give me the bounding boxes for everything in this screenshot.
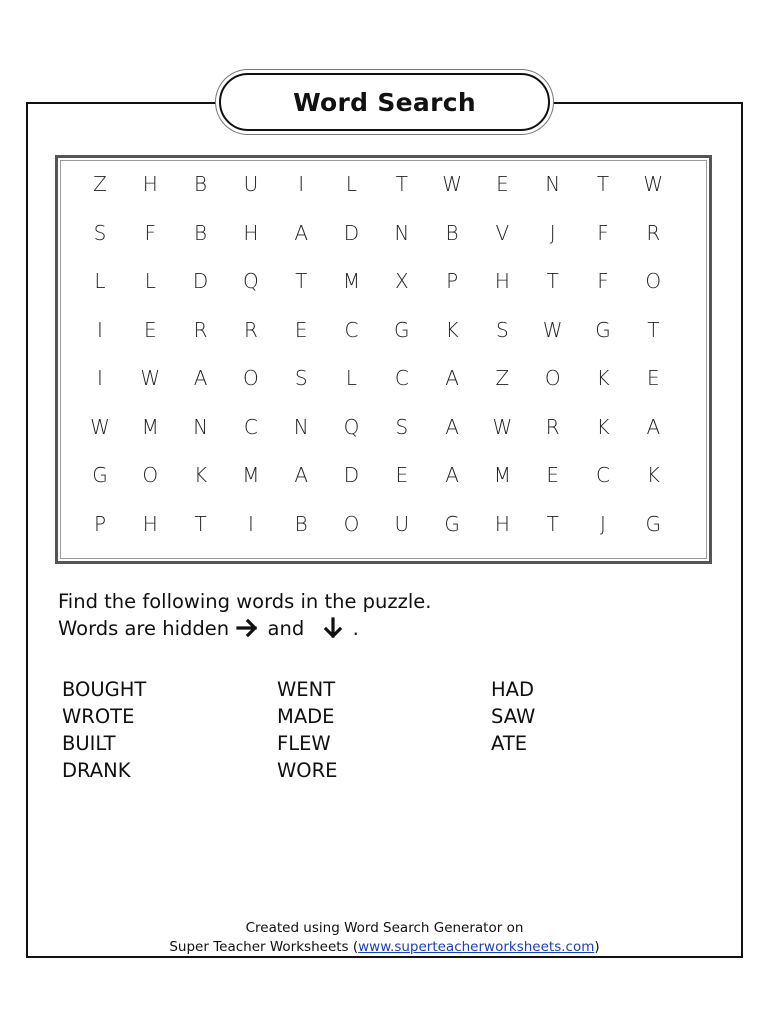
grid-cell: E: [294, 317, 308, 342]
grid-cell: M: [141, 414, 159, 439]
word-item: BOUGHT: [62, 678, 147, 701]
footer-line-2: [26, 938, 743, 957]
grid-cell: C: [243, 414, 258, 439]
grid-cell: X: [394, 269, 409, 293]
grid-row: [85, 451, 690, 499]
word-item: BUILT: [62, 732, 116, 755]
grid-cell: T: [546, 269, 559, 293]
grid-cell: K: [194, 463, 208, 487]
grid-cell: E: [395, 463, 409, 487]
puzzle-grid: [85, 160, 690, 550]
grid-cell: W: [492, 414, 513, 439]
word-column-2: [277, 676, 477, 784]
grid-cell: A: [445, 366, 459, 390]
grid-row: [85, 403, 690, 451]
grid-cell: D: [343, 220, 360, 245]
grid-cell: G: [595, 317, 611, 342]
grid-cell: G: [394, 317, 410, 342]
grid-cell: W: [90, 414, 110, 439]
grid-cell: W: [442, 172, 462, 196]
page-title: Word Search: [293, 87, 476, 117]
grid-cell: P: [93, 511, 107, 536]
grid-cell: R: [646, 220, 661, 245]
grid-cell: T: [596, 172, 610, 196]
footer-suffix: ): [594, 939, 600, 955]
instructions-period: .: [352, 617, 359, 640]
word-item: WENT: [277, 678, 336, 701]
grid-cell: A: [646, 414, 661, 439]
grid-cell: U: [243, 172, 259, 196]
word-item: SAW: [491, 705, 536, 728]
instructions: [58, 588, 698, 642]
grid-row: [85, 160, 690, 208]
grid-cell: N: [293, 414, 309, 439]
grid-cell: T: [546, 511, 559, 536]
grid-row: [85, 500, 690, 548]
instructions-line-2: [58, 615, 698, 642]
grid-cell: O: [142, 463, 159, 487]
grid-cell: L: [345, 366, 358, 390]
grid-cell: A: [445, 463, 459, 487]
grid-cell: B: [445, 220, 459, 245]
grid-cell: W: [542, 317, 563, 342]
word-item: MADE: [277, 705, 335, 728]
footer-prefix: Super Teacher Worksheets (: [169, 939, 359, 955]
grid-cell: O: [645, 269, 662, 293]
grid-cell: K: [646, 463, 660, 487]
grid-row: [85, 209, 690, 257]
grid-cell: O: [343, 511, 360, 536]
footer-line-1: Created using Word Search Generator on: [245, 920, 524, 936]
grid-cell: F: [597, 269, 609, 293]
grid-cell: B: [294, 511, 308, 536]
grid-cell: R: [545, 414, 560, 439]
word-column-1: [62, 676, 262, 784]
grid-cell: K: [445, 317, 459, 342]
grid-cell: K: [596, 414, 610, 439]
footer-link[interactable]: www.superteacherworksheets.com: [358, 939, 595, 955]
grid-row: [85, 354, 690, 402]
grid-cell: T: [295, 269, 308, 293]
grid-row: [85, 306, 690, 354]
grid-cell: T: [194, 511, 207, 536]
grid-cell: T: [395, 172, 408, 196]
instructions-line-1: Find the following words in the puzzle.: [58, 590, 432, 613]
grid-cell: C: [394, 366, 409, 390]
grid-cell: D: [343, 463, 360, 487]
word-column-3: [491, 676, 691, 757]
grid-cell: T: [647, 317, 660, 342]
word-item: HAD: [491, 678, 535, 701]
grid-cell: S: [496, 317, 509, 342]
grid-row: [85, 257, 690, 305]
grid-cell: F: [597, 220, 609, 245]
grid-cell: M: [342, 269, 361, 293]
grid-cell: K: [596, 366, 610, 390]
word-item: FLEW: [277, 732, 331, 755]
grid-cell: E: [646, 366, 660, 390]
grid-cell: Z: [495, 366, 510, 390]
grid-cell: N: [394, 220, 410, 245]
grid-cell: N: [545, 172, 561, 196]
grid-cell: C: [344, 317, 359, 342]
instructions-and-text: and: [267, 617, 305, 640]
grid-cell: H: [142, 511, 158, 536]
grid-cell: D: [192, 269, 209, 293]
arrow-down-icon: [320, 617, 346, 639]
grid-cell: O: [243, 366, 259, 390]
grid-cell: R: [243, 317, 258, 342]
grid-cell: N: [193, 414, 209, 439]
grid-cell: Z: [93, 172, 107, 196]
grid-cell: I: [97, 317, 103, 342]
grid-cell: V: [495, 220, 510, 245]
grid-cell: B: [194, 172, 208, 196]
grid-cell: F: [144, 220, 157, 245]
grid-cell: I: [247, 511, 254, 536]
grid-cell: E: [143, 317, 157, 342]
grid-cell: L: [94, 269, 106, 293]
arrow-right-icon: [235, 617, 261, 639]
title-banner: [219, 73, 550, 131]
grid-cell: H: [243, 220, 259, 245]
grid-cell: H: [142, 172, 158, 196]
grid-cell: O: [544, 366, 561, 390]
grid-cell: B: [194, 220, 208, 245]
word-list: [62, 676, 662, 796]
grid-cell: P: [446, 269, 459, 293]
grid-cell: A: [445, 414, 459, 439]
grid-cell: E: [496, 172, 509, 196]
grid-cell: R: [193, 317, 208, 342]
footer-credit: [26, 919, 743, 957]
grid-cell: H: [494, 511, 510, 536]
grid-cell: E: [546, 463, 559, 487]
grid-cell: M: [493, 463, 512, 487]
grid-cell: J: [549, 220, 556, 245]
word-item: WROTE: [62, 705, 135, 728]
grid-cell: S: [93, 220, 107, 245]
grid-cell: G: [444, 511, 460, 536]
grid-cell: W: [140, 366, 161, 390]
grid-cell: Q: [343, 414, 360, 439]
grid-cell: Q: [243, 269, 259, 293]
grid-cell: M: [242, 463, 260, 487]
grid-cell: I: [97, 366, 103, 390]
grid-cell: U: [394, 511, 410, 536]
grid-cell: A: [193, 366, 208, 390]
grid-cell: S: [294, 366, 308, 390]
instructions-hidden-text: Words are hidden: [58, 617, 230, 640]
grid-cell: I: [298, 172, 305, 196]
grid-cell: A: [294, 463, 309, 487]
grid-cell: L: [345, 172, 358, 196]
grid-cell: A: [294, 220, 309, 245]
grid-cell: H: [494, 269, 510, 293]
grid-cell: W: [643, 172, 664, 196]
word-item: DRANK: [62, 759, 131, 782]
word-item: WORE: [277, 759, 338, 782]
grid-cell: G: [92, 463, 108, 487]
grid-cell: C: [596, 463, 610, 487]
grid-cell: L: [144, 269, 156, 293]
grid-cell: G: [645, 511, 662, 536]
grid-cell: S: [395, 414, 409, 439]
grid-cell: J: [600, 511, 606, 536]
word-item: ATE: [491, 732, 528, 755]
